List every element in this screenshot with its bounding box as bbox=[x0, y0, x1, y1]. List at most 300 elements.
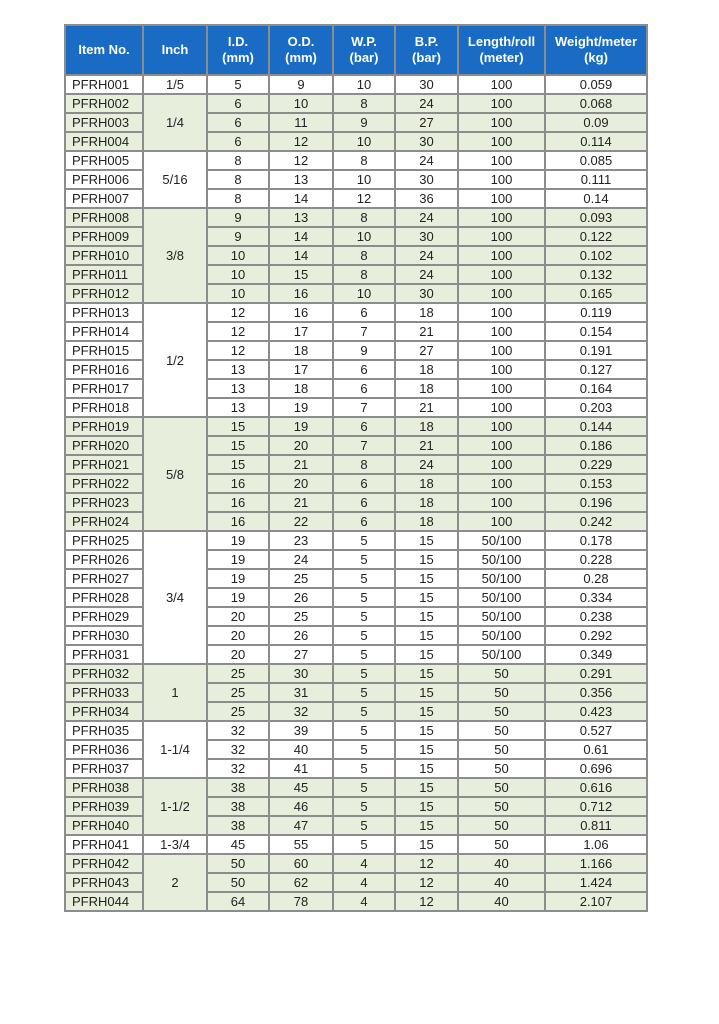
bp-cell: 27 bbox=[395, 113, 458, 132]
id-cell: 45 bbox=[207, 835, 269, 854]
header-weight bbox=[545, 25, 647, 75]
bp-cell: 15 bbox=[395, 607, 458, 626]
bp-cell: 15 bbox=[395, 683, 458, 702]
weight-cell: 0.154 bbox=[545, 322, 647, 341]
bp-cell: 15 bbox=[395, 778, 458, 797]
wp-cell: 5 bbox=[333, 607, 395, 626]
wp-cell: 8 bbox=[333, 455, 395, 474]
item-no-cell: PFRH034 bbox=[65, 702, 143, 721]
id-cell: 20 bbox=[207, 607, 269, 626]
id-cell: 8 bbox=[207, 170, 269, 189]
id-cell: 8 bbox=[207, 189, 269, 208]
wp-cell: 5 bbox=[333, 683, 395, 702]
wp-cell: 5 bbox=[333, 626, 395, 645]
item-no-cell: PFRH035 bbox=[65, 721, 143, 740]
id-cell: 15 bbox=[207, 436, 269, 455]
length-cell: 100 bbox=[458, 455, 545, 474]
wp-cell: 8 bbox=[333, 265, 395, 284]
header-unit: (meter) bbox=[479, 50, 524, 65]
od-cell: 23 bbox=[269, 531, 333, 550]
id-cell: 8 bbox=[207, 151, 269, 170]
od-cell: 26 bbox=[269, 626, 333, 645]
id-cell: 38 bbox=[207, 816, 269, 835]
inch-cell: 3/4 bbox=[143, 531, 207, 664]
item-no-cell: PFRH021 bbox=[65, 455, 143, 474]
weight-cell: 1.424 bbox=[545, 873, 647, 892]
bp-cell: 15 bbox=[395, 721, 458, 740]
item-no-cell: PFRH018 bbox=[65, 398, 143, 417]
od-cell: 55 bbox=[269, 835, 333, 854]
header-id bbox=[207, 25, 269, 75]
weight-cell: 2.107 bbox=[545, 892, 647, 911]
bp-cell: 21 bbox=[395, 398, 458, 417]
header-label: Item No. bbox=[78, 42, 130, 57]
item-no-cell: PFRH003 bbox=[65, 113, 143, 132]
bp-cell: 18 bbox=[395, 512, 458, 531]
weight-cell: 0.164 bbox=[545, 379, 647, 398]
bp-cell: 15 bbox=[395, 550, 458, 569]
wp-cell: 10 bbox=[333, 227, 395, 246]
length-cell: 100 bbox=[458, 113, 545, 132]
wp-cell: 5 bbox=[333, 721, 395, 740]
od-cell: 20 bbox=[269, 436, 333, 455]
wp-cell: 5 bbox=[333, 645, 395, 664]
weight-cell: 0.144 bbox=[545, 417, 647, 436]
weight-cell: 0.191 bbox=[545, 341, 647, 360]
inch-cell: 1/2 bbox=[143, 303, 207, 417]
od-cell: 13 bbox=[269, 170, 333, 189]
id-cell: 38 bbox=[207, 778, 269, 797]
length-cell: 100 bbox=[458, 246, 545, 265]
od-cell: 17 bbox=[269, 322, 333, 341]
id-cell: 19 bbox=[207, 569, 269, 588]
bp-cell: 15 bbox=[395, 531, 458, 550]
length-cell: 50 bbox=[458, 702, 545, 721]
length-cell: 40 bbox=[458, 873, 545, 892]
weight-cell: 0.61 bbox=[545, 740, 647, 759]
weight-cell: 0.527 bbox=[545, 721, 647, 740]
bp-cell: 21 bbox=[395, 436, 458, 455]
weight-cell: 0.356 bbox=[545, 683, 647, 702]
wp-cell: 10 bbox=[333, 284, 395, 303]
od-cell: 46 bbox=[269, 797, 333, 816]
od-cell: 17 bbox=[269, 360, 333, 379]
header-label: O.D. bbox=[287, 34, 315, 49]
id-cell: 32 bbox=[207, 759, 269, 778]
wp-cell: 6 bbox=[333, 417, 395, 436]
od-cell: 16 bbox=[269, 284, 333, 303]
length-cell: 100 bbox=[458, 132, 545, 151]
id-cell: 19 bbox=[207, 531, 269, 550]
wp-cell: 5 bbox=[333, 702, 395, 721]
od-cell: 25 bbox=[269, 569, 333, 588]
weight-cell: 0.334 bbox=[545, 588, 647, 607]
length-cell: 100 bbox=[458, 189, 545, 208]
od-cell: 14 bbox=[269, 189, 333, 208]
id-cell: 25 bbox=[207, 702, 269, 721]
weight-cell: 0.228 bbox=[545, 550, 647, 569]
id-cell: 15 bbox=[207, 417, 269, 436]
wp-cell: 5 bbox=[333, 740, 395, 759]
weight-cell: 0.28 bbox=[545, 569, 647, 588]
weight-cell: 0.186 bbox=[545, 436, 647, 455]
bp-cell: 30 bbox=[395, 75, 458, 94]
weight-cell: 0.349 bbox=[545, 645, 647, 664]
item-no-cell: PFRH032 bbox=[65, 664, 143, 683]
header-od bbox=[269, 25, 333, 75]
od-cell: 39 bbox=[269, 721, 333, 740]
weight-cell: 0.059 bbox=[545, 75, 647, 94]
item-no-cell: PFRH037 bbox=[65, 759, 143, 778]
bp-cell: 18 bbox=[395, 493, 458, 512]
header-unit: (mm) bbox=[285, 50, 317, 65]
wp-cell: 6 bbox=[333, 360, 395, 379]
header-label: B.P. bbox=[414, 34, 439, 49]
item-no-cell: PFRH043 bbox=[65, 873, 143, 892]
length-cell: 50 bbox=[458, 721, 545, 740]
wp-cell: 9 bbox=[333, 341, 395, 360]
item-no-cell: PFRH025 bbox=[65, 531, 143, 550]
id-cell: 10 bbox=[207, 284, 269, 303]
weight-cell: 0.242 bbox=[545, 512, 647, 531]
length-cell: 50 bbox=[458, 683, 545, 702]
od-cell: 15 bbox=[269, 265, 333, 284]
item-no-cell: PFRH004 bbox=[65, 132, 143, 151]
id-cell: 12 bbox=[207, 303, 269, 322]
inch-cell: 5/8 bbox=[143, 417, 207, 531]
length-cell: 100 bbox=[458, 322, 545, 341]
weight-cell: 0.811 bbox=[545, 816, 647, 835]
od-cell: 26 bbox=[269, 588, 333, 607]
bp-cell: 15 bbox=[395, 740, 458, 759]
weight-cell: 0.203 bbox=[545, 398, 647, 417]
table-row bbox=[65, 721, 647, 740]
item-no-cell: PFRH012 bbox=[65, 284, 143, 303]
id-cell: 16 bbox=[207, 474, 269, 493]
length-cell: 50 bbox=[458, 797, 545, 816]
wp-cell: 4 bbox=[333, 873, 395, 892]
wp-cell: 6 bbox=[333, 474, 395, 493]
od-cell: 31 bbox=[269, 683, 333, 702]
table-row bbox=[65, 531, 647, 550]
weight-cell: 0.616 bbox=[545, 778, 647, 797]
length-cell: 50/100 bbox=[458, 607, 545, 626]
bp-cell: 24 bbox=[395, 94, 458, 113]
wp-cell: 10 bbox=[333, 75, 395, 94]
weight-cell: 0.165 bbox=[545, 284, 647, 303]
header-bp bbox=[395, 25, 458, 75]
length-cell: 50/100 bbox=[458, 626, 545, 645]
bp-cell: 15 bbox=[395, 626, 458, 645]
item-no-cell: PFRH020 bbox=[65, 436, 143, 455]
wp-cell: 5 bbox=[333, 664, 395, 683]
id-cell: 13 bbox=[207, 398, 269, 417]
item-no-cell: PFRH026 bbox=[65, 550, 143, 569]
item-no-cell: PFRH001 bbox=[65, 75, 143, 94]
item-no-cell: PFRH030 bbox=[65, 626, 143, 645]
id-cell: 12 bbox=[207, 322, 269, 341]
item-no-cell: PFRH009 bbox=[65, 227, 143, 246]
wp-cell: 8 bbox=[333, 246, 395, 265]
od-cell: 78 bbox=[269, 892, 333, 911]
od-cell: 20 bbox=[269, 474, 333, 493]
id-cell: 13 bbox=[207, 379, 269, 398]
weight-cell: 0.292 bbox=[545, 626, 647, 645]
item-no-cell: PFRH027 bbox=[65, 569, 143, 588]
od-cell: 9 bbox=[269, 75, 333, 94]
bp-cell: 18 bbox=[395, 303, 458, 322]
bp-cell: 15 bbox=[395, 664, 458, 683]
wp-cell: 7 bbox=[333, 322, 395, 341]
id-cell: 20 bbox=[207, 645, 269, 664]
id-cell: 10 bbox=[207, 246, 269, 265]
item-no-cell: PFRH005 bbox=[65, 151, 143, 170]
id-cell: 25 bbox=[207, 664, 269, 683]
id-cell: 15 bbox=[207, 455, 269, 474]
length-cell: 100 bbox=[458, 151, 545, 170]
od-cell: 30 bbox=[269, 664, 333, 683]
wp-cell: 10 bbox=[333, 132, 395, 151]
bp-cell: 18 bbox=[395, 360, 458, 379]
bp-cell: 36 bbox=[395, 189, 458, 208]
wp-cell: 7 bbox=[333, 436, 395, 455]
bp-cell: 21 bbox=[395, 322, 458, 341]
length-cell: 50/100 bbox=[458, 588, 545, 607]
wp-cell: 5 bbox=[333, 835, 395, 854]
bp-cell: 18 bbox=[395, 379, 458, 398]
item-no-cell: PFRH017 bbox=[65, 379, 143, 398]
id-cell: 9 bbox=[207, 227, 269, 246]
od-cell: 18 bbox=[269, 379, 333, 398]
id-cell: 9 bbox=[207, 208, 269, 227]
id-cell: 32 bbox=[207, 721, 269, 740]
weight-cell: 0.093 bbox=[545, 208, 647, 227]
weight-cell: 0.111 bbox=[545, 170, 647, 189]
length-cell: 50/100 bbox=[458, 550, 545, 569]
hose-spec-table bbox=[64, 24, 648, 912]
header-inch bbox=[143, 25, 207, 75]
header-label: I.D. bbox=[227, 34, 249, 49]
item-no-cell: PFRH007 bbox=[65, 189, 143, 208]
length-cell: 50/100 bbox=[458, 569, 545, 588]
wp-cell: 8 bbox=[333, 208, 395, 227]
id-cell: 6 bbox=[207, 113, 269, 132]
item-no-cell: PFRH044 bbox=[65, 892, 143, 911]
bp-cell: 15 bbox=[395, 588, 458, 607]
inch-cell: 1/5 bbox=[143, 75, 207, 94]
item-no-cell: PFRH039 bbox=[65, 797, 143, 816]
id-cell: 50 bbox=[207, 873, 269, 892]
item-no-cell: PFRH019 bbox=[65, 417, 143, 436]
id-cell: 38 bbox=[207, 797, 269, 816]
od-cell: 16 bbox=[269, 303, 333, 322]
bp-cell: 15 bbox=[395, 569, 458, 588]
item-no-cell: PFRH022 bbox=[65, 474, 143, 493]
bp-cell: 24 bbox=[395, 455, 458, 474]
wp-cell: 5 bbox=[333, 531, 395, 550]
weight-cell: 0.132 bbox=[545, 265, 647, 284]
item-no-cell: PFRH013 bbox=[65, 303, 143, 322]
id-cell: 13 bbox=[207, 360, 269, 379]
bp-cell: 30 bbox=[395, 170, 458, 189]
bp-cell: 18 bbox=[395, 417, 458, 436]
weight-cell: 0.127 bbox=[545, 360, 647, 379]
length-cell: 100 bbox=[458, 417, 545, 436]
wp-cell: 5 bbox=[333, 759, 395, 778]
wp-cell: 4 bbox=[333, 854, 395, 873]
wp-cell: 5 bbox=[333, 778, 395, 797]
weight-cell: 0.085 bbox=[545, 151, 647, 170]
od-cell: 21 bbox=[269, 455, 333, 474]
bp-cell: 15 bbox=[395, 797, 458, 816]
table-row bbox=[65, 75, 647, 94]
weight-cell: 0.14 bbox=[545, 189, 647, 208]
table-row bbox=[65, 417, 647, 436]
od-cell: 14 bbox=[269, 246, 333, 265]
length-cell: 50 bbox=[458, 778, 545, 797]
od-cell: 40 bbox=[269, 740, 333, 759]
item-no-cell: PFRH006 bbox=[65, 170, 143, 189]
item-no-cell: PFRH010 bbox=[65, 246, 143, 265]
inch-cell: 1-3/4 bbox=[143, 835, 207, 854]
od-cell: 19 bbox=[269, 417, 333, 436]
inch-cell: 2 bbox=[143, 854, 207, 911]
wp-cell: 9 bbox=[333, 113, 395, 132]
weight-cell: 0.238 bbox=[545, 607, 647, 626]
header-row bbox=[65, 25, 647, 75]
od-cell: 25 bbox=[269, 607, 333, 626]
item-no-cell: PFRH015 bbox=[65, 341, 143, 360]
id-cell: 20 bbox=[207, 626, 269, 645]
length-cell: 100 bbox=[458, 436, 545, 455]
weight-cell: 0.423 bbox=[545, 702, 647, 721]
wp-cell: 6 bbox=[333, 493, 395, 512]
length-cell: 50 bbox=[458, 759, 545, 778]
bp-cell: 15 bbox=[395, 645, 458, 664]
od-cell: 24 bbox=[269, 550, 333, 569]
table-row bbox=[65, 208, 647, 227]
length-cell: 100 bbox=[458, 360, 545, 379]
weight-cell: 0.196 bbox=[545, 493, 647, 512]
header-unit: (bar) bbox=[412, 50, 441, 65]
weight-cell: 0.068 bbox=[545, 94, 647, 113]
weight-cell: 1.06 bbox=[545, 835, 647, 854]
od-cell: 11 bbox=[269, 113, 333, 132]
item-no-cell: PFRH029 bbox=[65, 607, 143, 626]
bp-cell: 24 bbox=[395, 151, 458, 170]
length-cell: 100 bbox=[458, 341, 545, 360]
header-item-no bbox=[65, 25, 143, 75]
wp-cell: 4 bbox=[333, 892, 395, 911]
length-cell: 100 bbox=[458, 512, 545, 531]
bp-cell: 12 bbox=[395, 854, 458, 873]
table-row bbox=[65, 94, 647, 113]
id-cell: 6 bbox=[207, 94, 269, 113]
inch-cell: 1 bbox=[143, 664, 207, 721]
length-cell: 100 bbox=[458, 265, 545, 284]
wp-cell: 6 bbox=[333, 379, 395, 398]
length-cell: 50 bbox=[458, 816, 545, 835]
id-cell: 50 bbox=[207, 854, 269, 873]
bp-cell: 24 bbox=[395, 208, 458, 227]
weight-cell: 0.153 bbox=[545, 474, 647, 493]
weight-cell: 0.696 bbox=[545, 759, 647, 778]
od-cell: 32 bbox=[269, 702, 333, 721]
od-cell: 27 bbox=[269, 645, 333, 664]
weight-cell: 0.119 bbox=[545, 303, 647, 322]
wp-cell: 5 bbox=[333, 588, 395, 607]
id-cell: 25 bbox=[207, 683, 269, 702]
wp-cell: 8 bbox=[333, 151, 395, 170]
header-wp bbox=[333, 25, 395, 75]
od-cell: 12 bbox=[269, 132, 333, 151]
item-no-cell: PFRH023 bbox=[65, 493, 143, 512]
length-cell: 40 bbox=[458, 892, 545, 911]
bp-cell: 18 bbox=[395, 474, 458, 493]
id-cell: 5 bbox=[207, 75, 269, 94]
item-no-cell: PFRH002 bbox=[65, 94, 143, 113]
length-cell: 100 bbox=[458, 170, 545, 189]
bp-cell: 27 bbox=[395, 341, 458, 360]
length-cell: 50 bbox=[458, 740, 545, 759]
length-cell: 100 bbox=[458, 474, 545, 493]
length-cell: 100 bbox=[458, 303, 545, 322]
wp-cell: 6 bbox=[333, 303, 395, 322]
wp-cell: 5 bbox=[333, 569, 395, 588]
wp-cell: 7 bbox=[333, 398, 395, 417]
item-no-cell: PFRH040 bbox=[65, 816, 143, 835]
inch-cell: 5/16 bbox=[143, 151, 207, 208]
wp-cell: 8 bbox=[333, 94, 395, 113]
wp-cell: 12 bbox=[333, 189, 395, 208]
length-cell: 50 bbox=[458, 664, 545, 683]
weight-cell: 0.09 bbox=[545, 113, 647, 132]
length-cell: 50/100 bbox=[458, 645, 545, 664]
item-no-cell: PFRH042 bbox=[65, 854, 143, 873]
item-no-cell: PFRH036 bbox=[65, 740, 143, 759]
id-cell: 19 bbox=[207, 550, 269, 569]
id-cell: 10 bbox=[207, 265, 269, 284]
inch-cell: 3/8 bbox=[143, 208, 207, 303]
item-no-cell: PFRH031 bbox=[65, 645, 143, 664]
item-no-cell: PFRH038 bbox=[65, 778, 143, 797]
length-cell: 100 bbox=[458, 284, 545, 303]
bp-cell: 24 bbox=[395, 265, 458, 284]
header-length bbox=[458, 25, 545, 75]
od-cell: 41 bbox=[269, 759, 333, 778]
od-cell: 12 bbox=[269, 151, 333, 170]
header-unit: (mm) bbox=[222, 50, 254, 65]
length-cell: 50/100 bbox=[458, 531, 545, 550]
item-no-cell: PFRH028 bbox=[65, 588, 143, 607]
wp-cell: 10 bbox=[333, 170, 395, 189]
length-cell: 100 bbox=[458, 379, 545, 398]
wp-cell: 6 bbox=[333, 512, 395, 531]
weight-cell: 0.178 bbox=[545, 531, 647, 550]
weight-cell: 1.166 bbox=[545, 854, 647, 873]
length-cell: 100 bbox=[458, 227, 545, 246]
header-label: Weight/meter bbox=[554, 34, 638, 49]
od-cell: 21 bbox=[269, 493, 333, 512]
header-unit: (kg) bbox=[584, 50, 608, 65]
bp-cell: 15 bbox=[395, 702, 458, 721]
od-cell: 14 bbox=[269, 227, 333, 246]
bp-cell: 15 bbox=[395, 835, 458, 854]
weight-cell: 0.122 bbox=[545, 227, 647, 246]
od-cell: 18 bbox=[269, 341, 333, 360]
item-no-cell: PFRH014 bbox=[65, 322, 143, 341]
id-cell: 16 bbox=[207, 512, 269, 531]
